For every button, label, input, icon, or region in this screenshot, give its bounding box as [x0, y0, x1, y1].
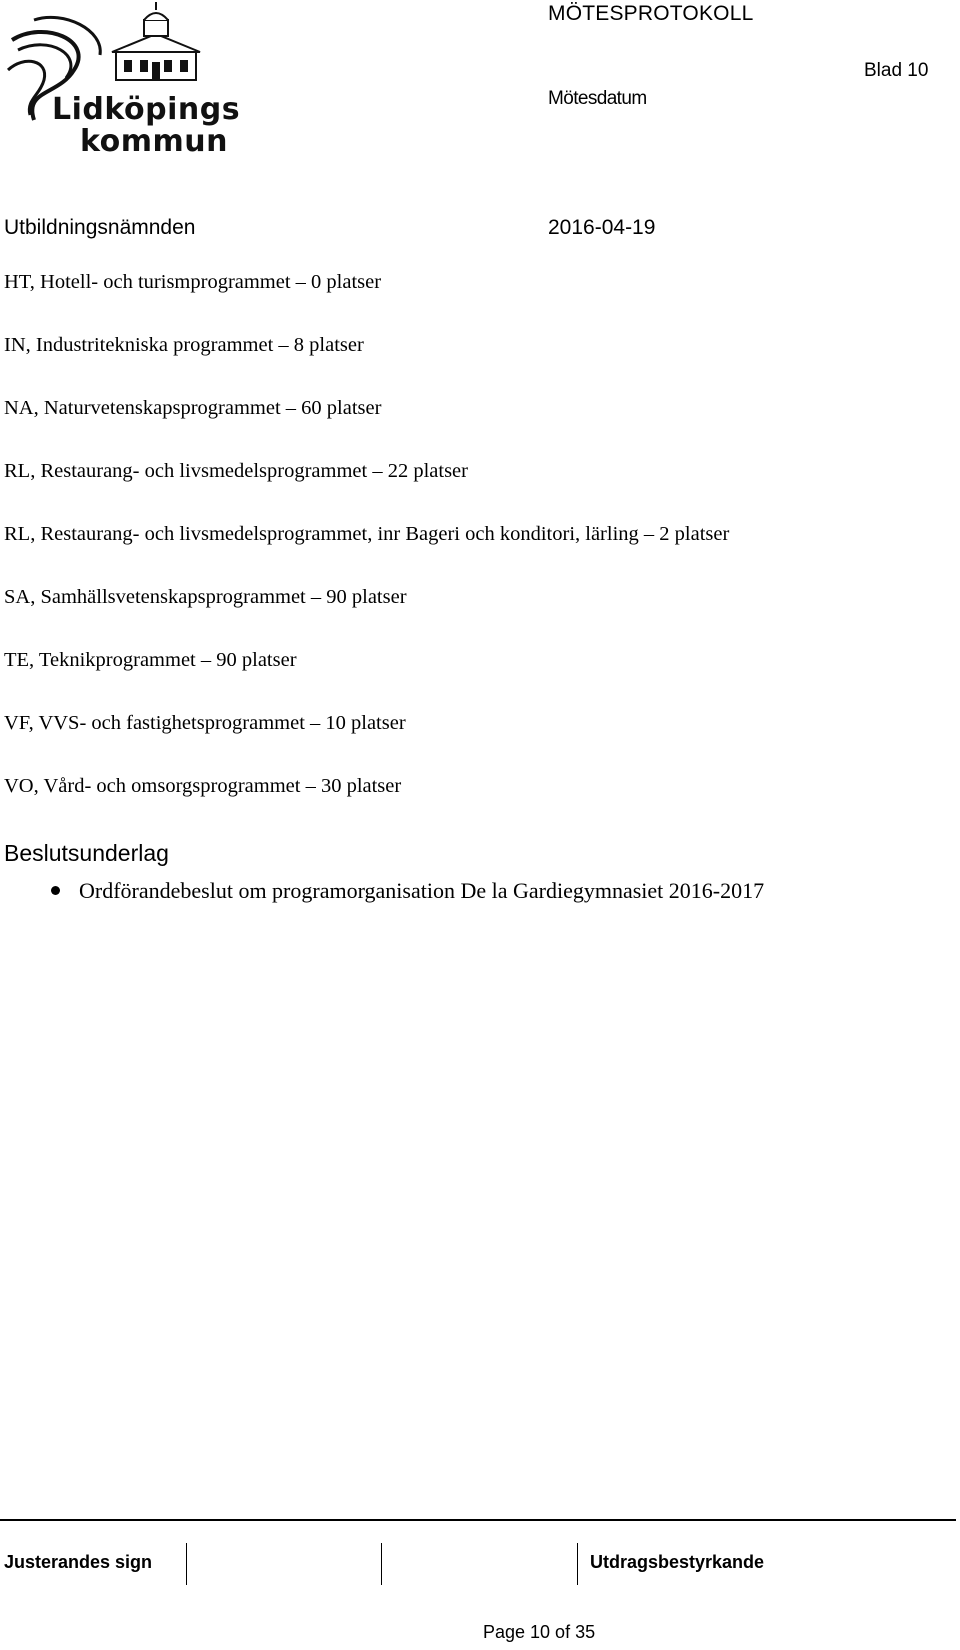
committee-name: Utbildningsnämnden — [4, 216, 196, 239]
meeting-date: 2016-04-19 — [548, 216, 656, 239]
verification-signature-label: Justerandes sign — [4, 1552, 153, 1572]
program-item: RL, Restaurang- och livsmedelsprogrammet, inr Bageri och konditori, lärling – 2 platser — [4, 523, 730, 545]
logo-text-line-2: kommun — [80, 124, 228, 159]
program-list — [4, 272, 729, 839]
program-item: SA, Samhällsvetenskapsprogrammet – 90 platser — [4, 586, 407, 608]
program-item: IN, Industritekniska programmet – 8 platser — [4, 334, 364, 356]
program-item: TE, Teknikprogrammet – 90 platser — [4, 649, 297, 671]
program-item: NA, Naturvetenskapsprogrammet – 60 platser — [4, 397, 382, 419]
program-item: HT, Hotell- och turismprogrammet – 0 platser — [4, 271, 382, 293]
signature-box-separator — [186, 1543, 187, 1585]
decision-basis-heading: Beslutsunderlag — [4, 840, 169, 866]
signature-box-separator — [381, 1543, 382, 1585]
program-item: RL, Restaurang- och livsmedelsprogrammet – 22 platser — [4, 460, 468, 482]
document-type: MÖTESPROTOKOLL — [548, 2, 754, 25]
footer-divider — [0, 1519, 956, 1521]
bullet-icon — [51, 886, 60, 895]
sheet-number: Blad 10 — [864, 60, 929, 81]
program-item: VO, Vård- och omsorgsprogrammet – 30 platser — [4, 775, 402, 797]
extract-certification-label: Utdragsbestyrkande — [590, 1552, 765, 1572]
program-item: VF, VVS- och fastighetsprogrammet – 10 platser — [4, 712, 406, 734]
meeting-date-label: Mötesdatum — [548, 88, 647, 109]
signature-box-separator — [577, 1543, 578, 1585]
decision-basis-text: Ordförandebeslut om programorganisation De la Gardiegymnasiet 2016-2017 — [79, 878, 765, 903]
logo-text-line-1: Lidköpings — [52, 92, 241, 127]
page-number: Page 10 of 35 — [483, 1622, 596, 1642]
municipality-logo — [4, 0, 241, 160]
